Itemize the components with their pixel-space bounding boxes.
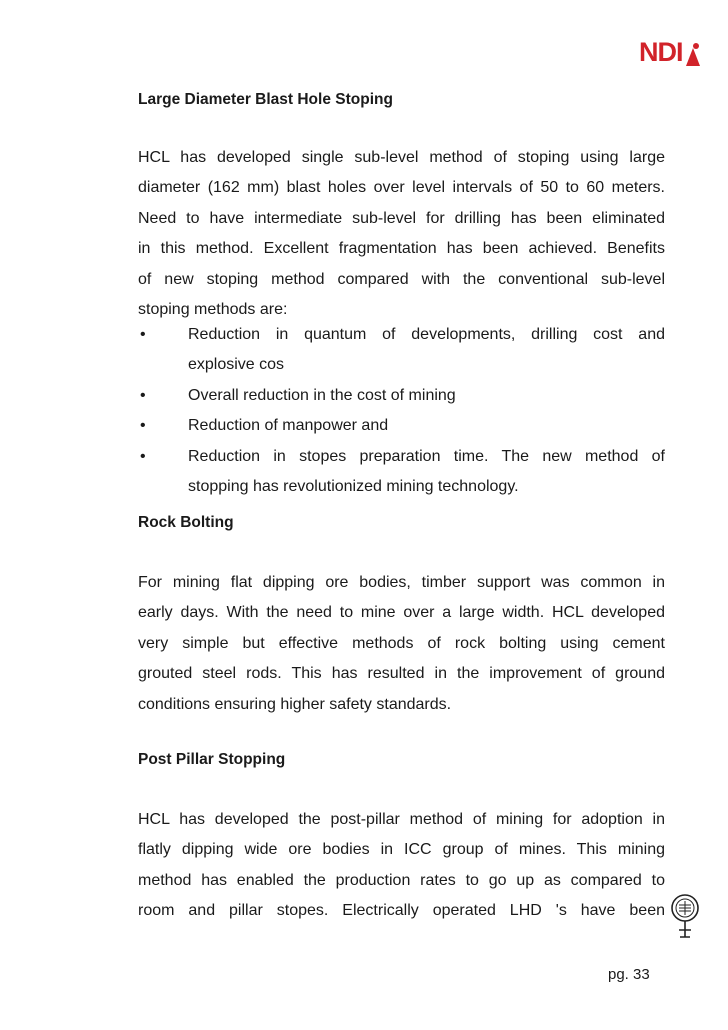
- paragraph-line: stoping methods are:: [138, 300, 288, 318]
- section-heading-post-pillar: Post Pillar Stopping: [138, 751, 286, 768]
- page-number: pg. 33: [608, 966, 650, 983]
- paragraph-line: very simple but effective methods of rock bolting using cement: [138, 634, 665, 652]
- list-item-line: Reduction in stopes preparation time. The new method of: [188, 447, 665, 465]
- paragraph-line: conditions ensuring higher safety standards.: [138, 695, 452, 713]
- paragraph-line: early days. With the need to mine over a large width. HCL developed: [138, 604, 665, 622]
- logo-text: NDI: [639, 37, 683, 67]
- paragraph-line: diameter (162 mm) blast holes over level intervals of 50 to 60 meters.: [138, 179, 665, 197]
- logo-mark-icon: [684, 42, 700, 66]
- section-heading-blast: Large Diameter Blast Hole Stoping: [138, 91, 393, 108]
- paragraph-line: HCL has developed single sub-level method of stoping using large: [138, 149, 665, 166]
- list-item-line: Overall reduction in the cost of mining: [188, 386, 456, 404]
- section-heading-rock-bolting: Rock Bolting: [138, 514, 234, 531]
- bullet-marker: •: [140, 326, 146, 343]
- list-item-line: explosive cos: [188, 356, 285, 374]
- paragraph-rock-bolting: [138, 568, 665, 720]
- bullet-marker: •: [140, 447, 146, 465]
- list-item: [138, 442, 665, 503]
- paragraph-line: For mining flat dipping ore bodies, timber support was common in: [138, 574, 665, 591]
- paragraph-line: grouted steel rods. This has resulted in the improvement of ground: [138, 665, 665, 683]
- paragraph-line: Need to have intermediate sub-level for drilling has been eliminated: [138, 209, 665, 227]
- paragraph-line: flatly dipping wide ore bodies in ICC group of mines. This mining: [138, 841, 665, 859]
- list-item: [138, 320, 665, 381]
- list-item-line: Reduction in quantum of developments, drilling cost and: [188, 326, 665, 343]
- list-item: [138, 411, 665, 441]
- paragraph-line: HCL has developed the post-pillar method of mining for adoption in: [138, 811, 665, 828]
- paragraph-post-pillar: [138, 805, 665, 927]
- bullet-marker: •: [140, 386, 146, 404]
- paragraph-blast: [138, 143, 665, 325]
- paragraph-line: of new stoping method compared with the conventional sub-level: [138, 270, 665, 288]
- list-item-line: stopping has revolutionized mining technology.: [188, 477, 519, 495]
- paragraph-line: in this method. Excellent fragmentation has been achieved. Benefits: [138, 240, 665, 258]
- list-item-line: Reduction of manpower and: [188, 417, 389, 435]
- bullet-marker: •: [140, 417, 146, 435]
- ndi-logo: [639, 37, 700, 67]
- seal-icon: [670, 893, 700, 943]
- paragraph-line: method has enabled the production rates to go up as compared to: [138, 871, 665, 889]
- benefits-list: [138, 320, 665, 502]
- paragraph-line: room and pillar stopes. Electrically operated LHD 's have been: [138, 902, 665, 920]
- list-item: [138, 381, 665, 411]
